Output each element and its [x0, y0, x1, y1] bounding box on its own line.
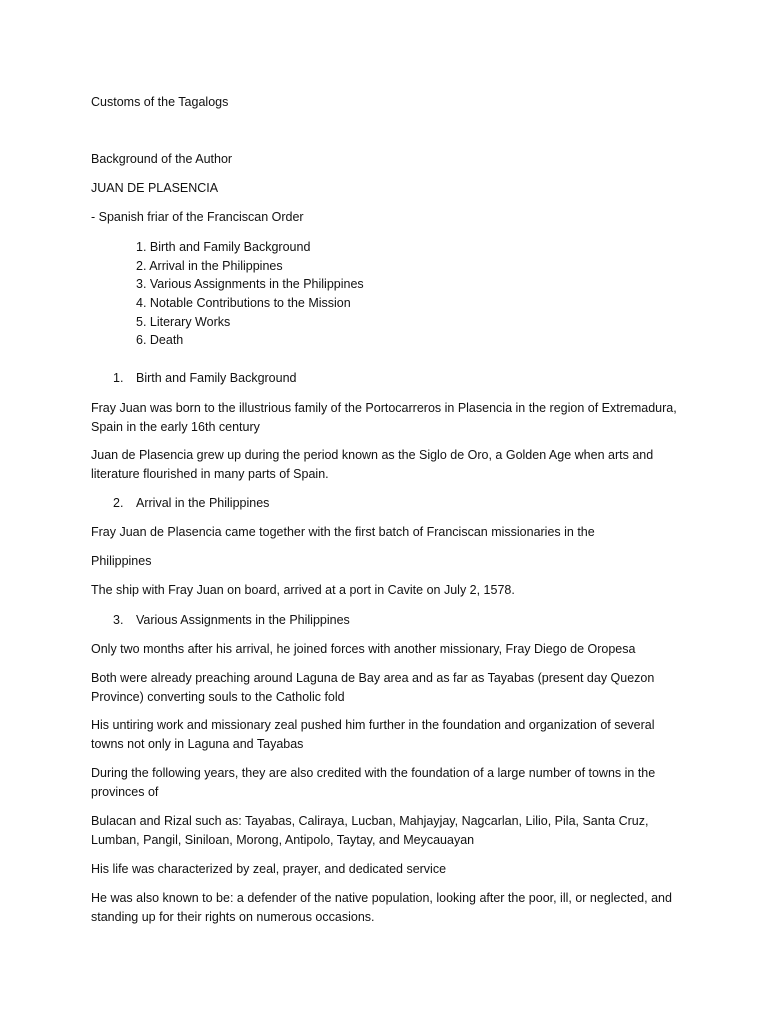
- paragraph: The ship with Fray Juan on board, arrived at a port in Cavite on July 2, 1578.: [91, 583, 515, 597]
- toc-item: 4. Notable Contributions to the Mission: [136, 296, 351, 310]
- toc-item: 6. Death: [136, 333, 184, 347]
- paragraph: During the following years, they are also credited with the foundation of a large number of towns in the provinces of: [91, 766, 656, 799]
- toc-item: 2. Arrival in the Philippines: [136, 259, 283, 273]
- section-number: 1.: [113, 371, 124, 385]
- paragraph: Juan de Plasencia grew up during the period known as the Siglo de Oro, a Golden Age when arts and literature flourished in many parts of Spain.: [91, 448, 654, 481]
- paragraph: Fray Juan de Plasencia came together with the first batch of Franciscan missionaries in the: [91, 525, 595, 539]
- author-description: - Spanish friar of the Franciscan Order: [91, 210, 304, 224]
- paragraph: Both were already preaching around Laguna de Bay area and as far as Tayabas (present day Quezon Province) converting souls to the Catholic fold: [91, 671, 655, 704]
- paragraph: Fray Juan was born to the illustrious family of the Portocarreros in Plasencia in the region of Extremadura, Spain in the early 16th century: [91, 401, 677, 434]
- toc-item: 5. Literary Works: [136, 315, 231, 329]
- paragraph: Only two months after his arrival, he joined forces with another missionary, Fray Diego de Oropesa: [91, 642, 636, 656]
- paragraph: Philippines: [91, 554, 152, 568]
- paragraph: His life was characterized by zeal, prayer, and dedicated service: [91, 862, 447, 876]
- section-title: Arrival in the Philippines: [136, 496, 270, 510]
- section-number: 2.: [113, 496, 124, 510]
- section-title: Various Assignments in the Philippines: [136, 613, 350, 627]
- paragraph: He was also known to be: a defender of the native population, looking after the poor, ill, or neglected, and standing up for their rights on numerous occasions.: [91, 891, 672, 924]
- section-number: 3.: [113, 613, 124, 627]
- document-title: Customs of the Tagalogs: [91, 95, 229, 109]
- background-heading: Background of the Author: [91, 152, 233, 166]
- author-name: JUAN DE PLASENCIA: [91, 181, 219, 195]
- toc-item: 1. Birth and Family Background: [136, 240, 311, 254]
- paragraph: His untiring work and missionary zeal pushed him further in the foundation and organization of several towns not only in Laguna and Tayabas: [91, 718, 655, 751]
- section-title: Birth and Family Background: [136, 371, 297, 385]
- toc-item: 3. Various Assignments in the Philippines: [136, 277, 364, 291]
- paragraph: Bulacan and Rizal such as: Tayabas, Caliraya, Lucban, Mahjayjay, Nagcarlan, Lilio, Pila, Santa Cruz, Lumban, Pangil, Siniloan, Morong, Antipolo, Taytay, and Meycauayan: [91, 814, 649, 847]
